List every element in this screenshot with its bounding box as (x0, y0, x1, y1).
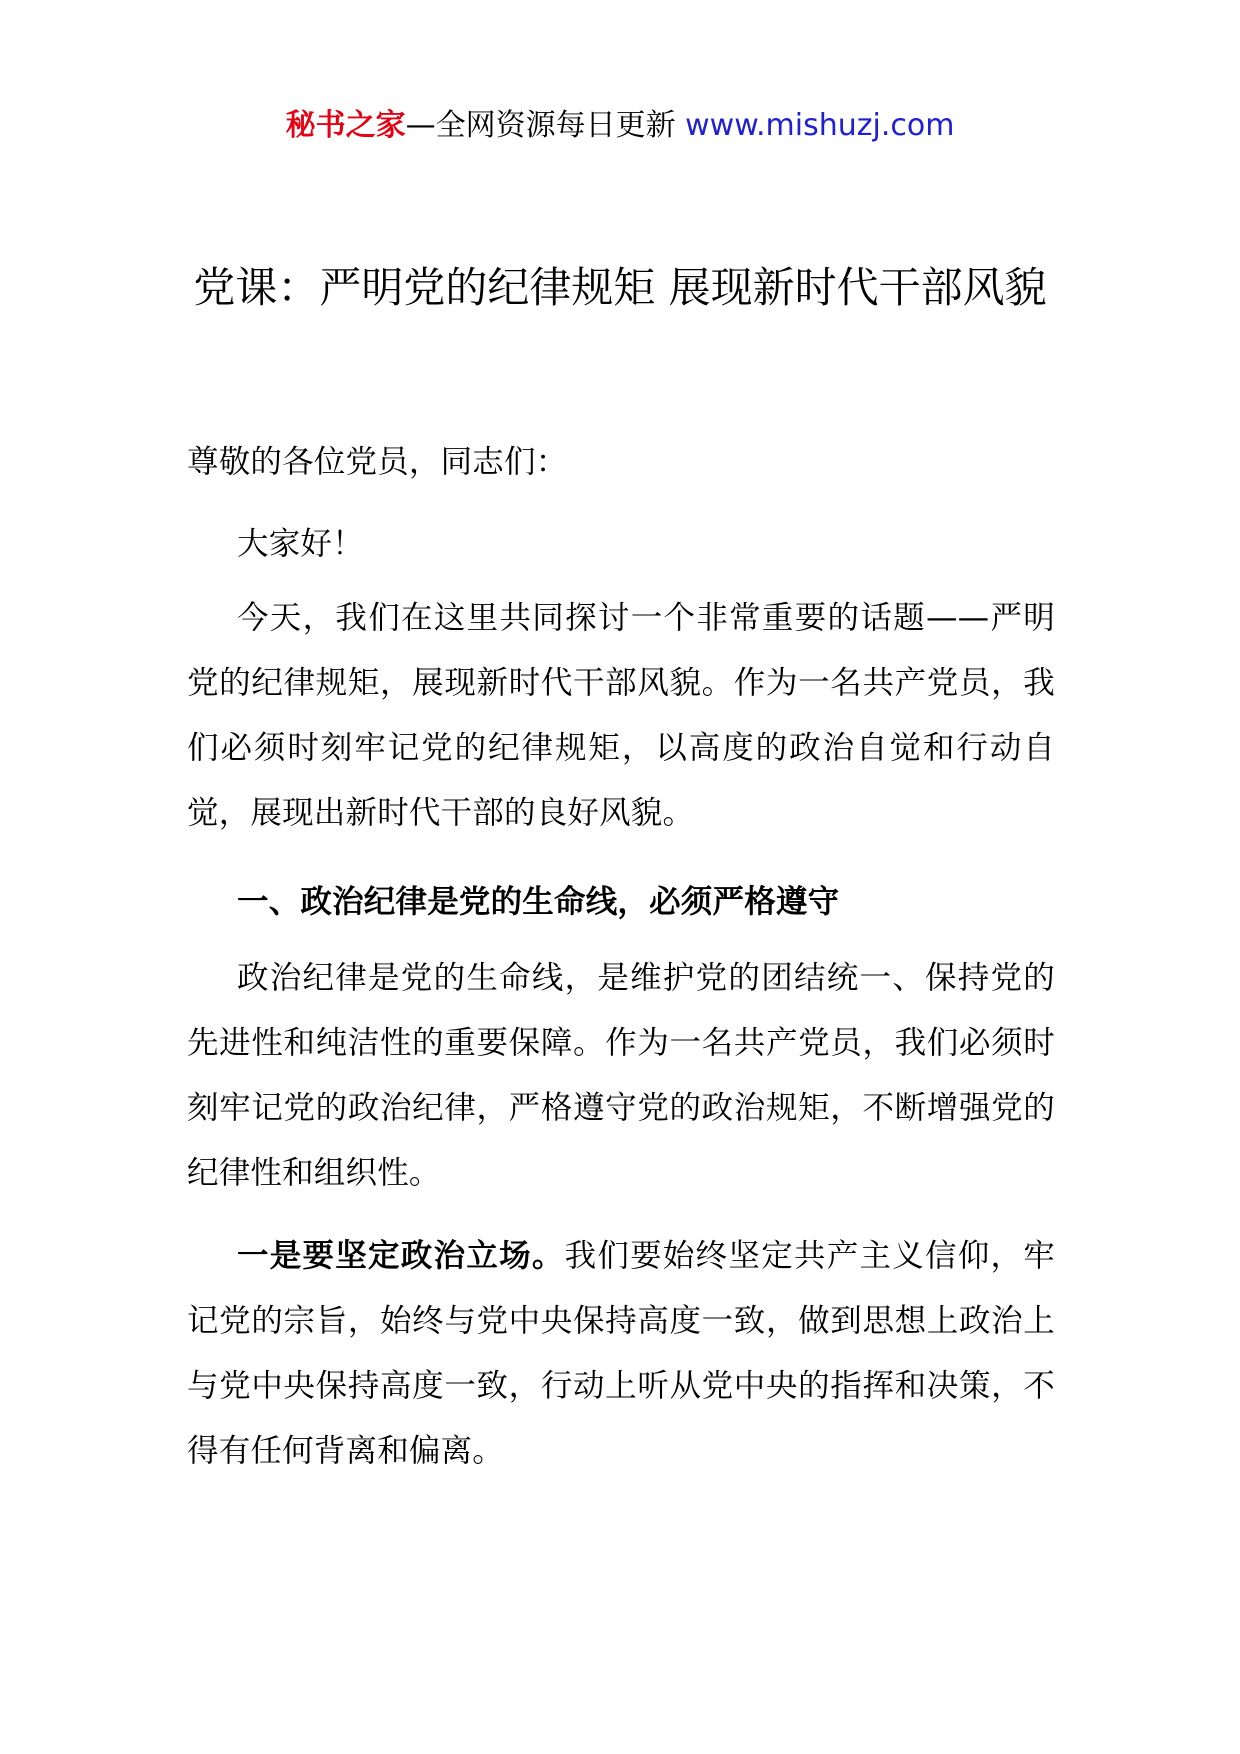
brand-name: 秘书之家 (285, 108, 406, 143)
intro-paragraph: 今天，我们在这里共同探讨一个非常重要的话题——严明党的纪律规矩，展现新时代干部风貌。作为一名共产党员，我们必须时刻牢记党的纪律规矩，以高度的政治自觉和行动自觉，展现出新时代干部的良好风貌。 (187, 600, 1055, 831)
point-lead: 一是要坚定政治立场。 (237, 1238, 565, 1274)
site-header (0, 104, 1240, 148)
section-paragraph: 政治纪律是党的生命线，是维护党的团结统一、保持党的先进性和纯洁性的重要保障。作为一名共产党员，我们必须时刻牢记党的政治纪律，严格遵守党的政治规矩，不断增强党的纪律性和组织性。 (187, 960, 1055, 1191)
salutation: 尊敬的各位党员，同志们： (187, 444, 568, 480)
document-title: 党课：严明党的纪律规矩 展现新时代干部风貌 (193, 263, 1047, 312)
greeting: 大家好！ (237, 526, 364, 562)
point-text: 我们要始终坚定共产主义信仰，牢记党的宗旨，始终与党中央保持高度一致，做到思想上政治上与党中央保持高度一致，行动上听从党中央的指挥和决策，不得有任何背离和偏离。 (187, 1238, 1055, 1469)
point-paragraph (187, 1224, 1055, 1484)
site-url-link[interactable]: www.mishuzj.com (685, 108, 955, 143)
section-heading: 一、政治纪律是党的生命线，必须严格遵守 (237, 884, 840, 920)
header-slogan: —全网资源每日更新 (405, 108, 676, 143)
